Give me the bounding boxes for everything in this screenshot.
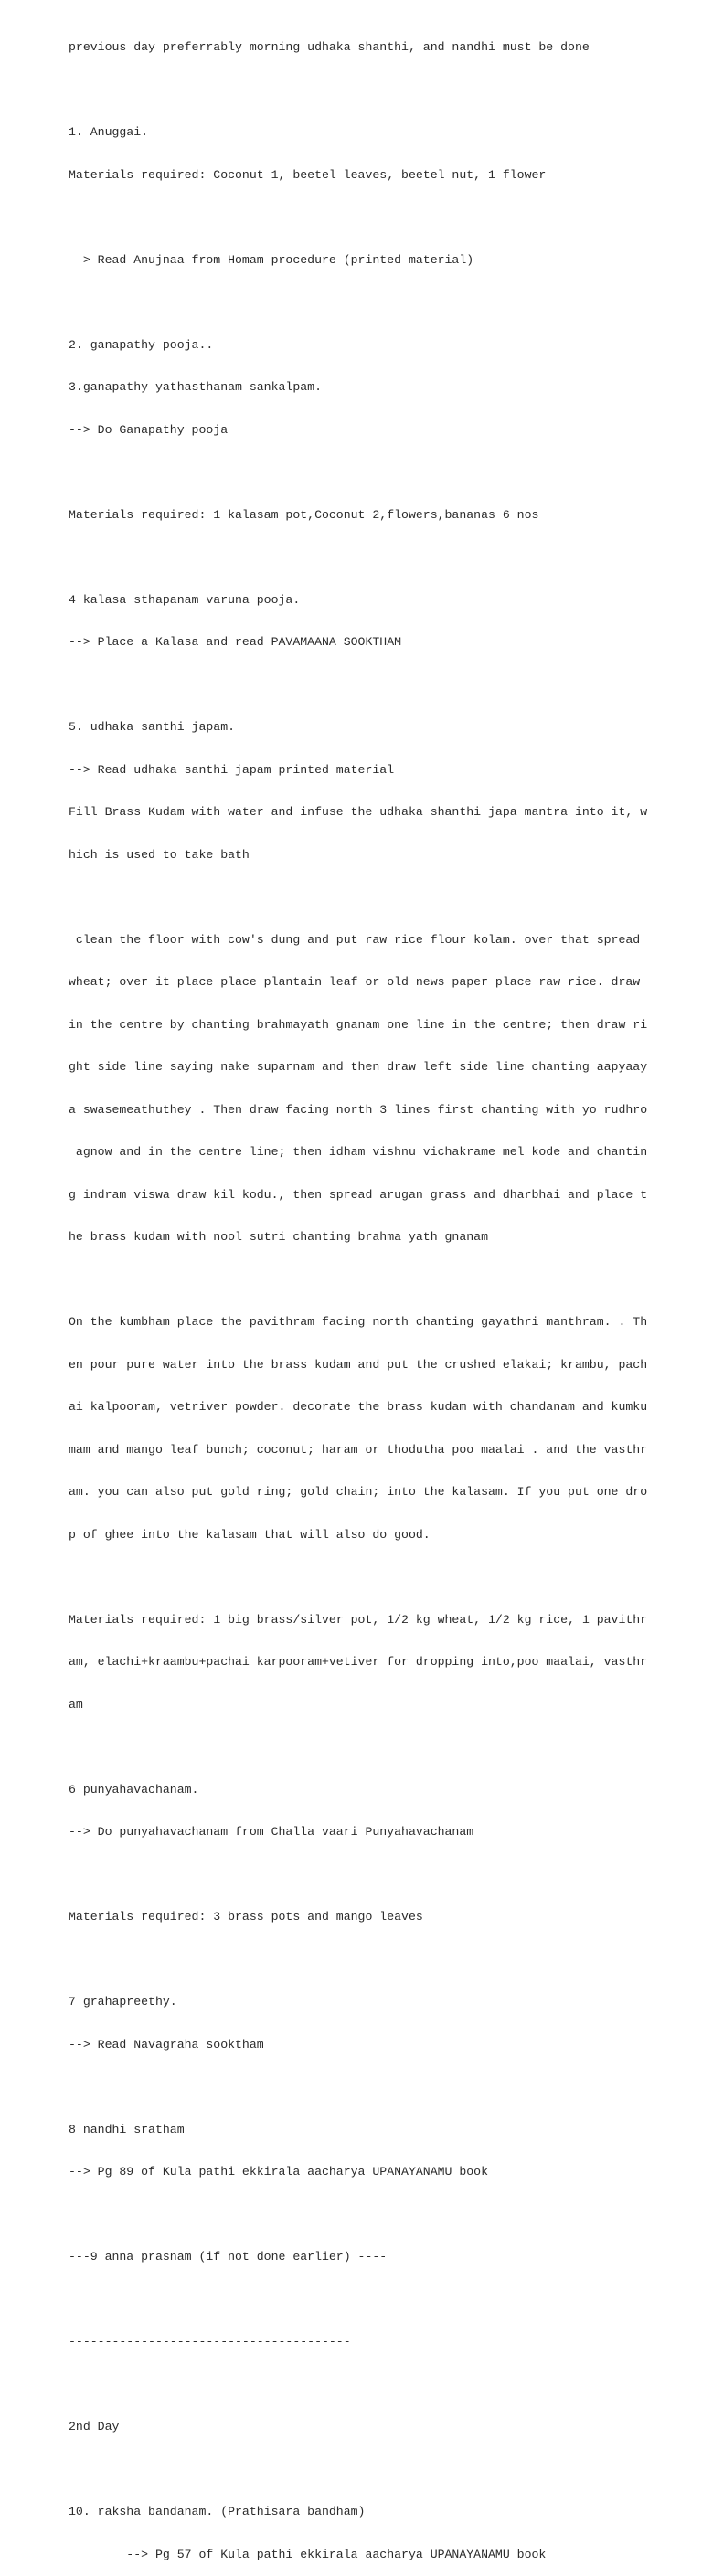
materials-line: Materials required: Coconut 1, beetel leaves, beetel nut, 1 flower bbox=[69, 167, 547, 182]
blank-line bbox=[69, 1868, 654, 1882]
step-heading: ---9 anna prasnam (if not done earlier) ---- bbox=[69, 2250, 388, 2263]
materials-line: Materials required: 3 brass pots and mango leaves bbox=[69, 1910, 423, 1924]
step-heading: 6 punyahavachanam. bbox=[69, 1782, 199, 1797]
blank-line bbox=[69, 2080, 654, 2094]
paragraph-line: a swasemeathuthey . Then draw facing north 3 lines first chanting with yo rudhro bbox=[69, 1102, 648, 1117]
step-heading: 10. raksha bandanam. (Prathisara bandham) bbox=[69, 2505, 366, 2518]
paragraph-line: hich is used to take bath bbox=[69, 847, 250, 862]
step-heading: 4 kalasa sthapanam varuna pooja. bbox=[69, 592, 301, 607]
paragraph-line: agnow and in the centre line; then idham vishnu vichakrame mel kode and chantin bbox=[69, 1145, 648, 1159]
blank-line bbox=[69, 550, 654, 565]
instruction-line: --> Place a Kalasa and read PAVAMAANA SOOKTHAM bbox=[69, 635, 402, 649]
instruction-line: --> Do Ganapathy pooja bbox=[69, 422, 229, 437]
separator-line: --------------------------------------- bbox=[69, 2335, 351, 2348]
step-heading: 2. ganapathy pooja.. bbox=[69, 337, 214, 352]
materials-line: am bbox=[69, 1697, 83, 1712]
paragraph-line: ght side line saying nake suparnam and then draw left side line chanting aapyaay bbox=[69, 1060, 648, 1074]
paragraph-line: in the centre by chanting brahmayath gnanam one line in the centre; then draw ri bbox=[69, 1017, 648, 1032]
instruction-line: --> Do punyahavachanam from Challa vaari Punyahavachanam bbox=[69, 1825, 474, 1839]
step-heading: 7 grahapreethy. bbox=[69, 1995, 177, 2009]
blank-line bbox=[69, 2378, 654, 2392]
blank-line bbox=[69, 2293, 654, 2307]
blank-line bbox=[69, 1740, 654, 1754]
step-heading: 5. udhaka santhi japam. bbox=[69, 720, 236, 734]
paragraph-line: On the kumbham place the pavithram facing north chanting gayathri manthram. . Th bbox=[69, 1315, 648, 1329]
blank-line bbox=[69, 83, 654, 98]
blank-line bbox=[69, 465, 654, 480]
paragraph-line: en pour pure water into the brass kudam and put the crushed elakai; krambu, pach bbox=[69, 1357, 648, 1372]
paragraph-line: p of ghee into the kalasam that will also do good. bbox=[69, 1527, 431, 1542]
blank-line bbox=[69, 295, 654, 310]
instruction-line: --> Pg 89 of Kula pathi ekkirala aacharya UPANAYANAMU book bbox=[69, 2165, 488, 2178]
blank-line bbox=[69, 1953, 654, 1967]
section-heading: 2nd Day bbox=[69, 2420, 120, 2433]
paragraph-line: Fill Brass Kudam with water and infuse the udhaka shanthi japa mantra into it, w bbox=[69, 805, 648, 819]
blank-line bbox=[69, 210, 654, 225]
step-heading: 1. Anuggai. bbox=[69, 125, 149, 139]
instruction-line: --> Read Navagraha sooktham bbox=[69, 2037, 264, 2051]
paragraph-line: clean the floor with cow's dung and put raw rice flour kolam. over that spread bbox=[69, 932, 641, 947]
instruction-line: --> Read udhaka santhi japam printed material bbox=[69, 762, 395, 777]
text-line: previous day preferrably morning udhaka shanthi, and nandhi must be done bbox=[69, 40, 590, 54]
materials-line: Materials required: 1 big brass/silver pot, 1/2 kg wheat, 1/2 kg rice, 1 pavithr bbox=[69, 1612, 648, 1627]
blank-line bbox=[69, 678, 654, 693]
step-heading: 8 nandhi sratham bbox=[69, 2122, 185, 2136]
instruction-line: --> Pg 57 of Kula pathi ekkirala aacharya UPANAYANAMU book bbox=[69, 2547, 547, 2561]
materials-line: am, elachi+kraambu+pachai karpooram+vetiver for dropping into,poo maalai, vasthr bbox=[69, 1655, 648, 1669]
paragraph-line: wheat; over it place place plantain leaf or old news paper place raw rice. draw bbox=[69, 975, 641, 989]
materials-line: Materials required: 1 kalasam pot,Coconut 2,flowers,bananas 6 nos bbox=[69, 507, 539, 522]
blank-line bbox=[69, 2463, 654, 2477]
step-heading: 3.ganapathy yathasthanam sankalpam. bbox=[69, 380, 322, 394]
paragraph-line: he brass kudam with nool sutri chanting brahma yath gnanam bbox=[69, 1230, 488, 1244]
paragraph-line: g indram viswa draw kil kodu., then spread arugan grass and dharbhai and place t bbox=[69, 1187, 648, 1202]
paragraph-line: mam and mango leaf bunch; coconut; haram or thodutha poo maalai . and the vasthr bbox=[69, 1442, 648, 1457]
blank-line bbox=[69, 1273, 654, 1288]
blank-line bbox=[69, 1570, 654, 1585]
instruction-line: --> Read Anujnaa from Homam procedure (printed material) bbox=[69, 252, 474, 267]
document-body bbox=[69, 12, 654, 2576]
paragraph-line: ai kalpooram, vetriver powder. decorate the brass kudam with chandanam and kumku bbox=[69, 1400, 648, 1414]
blank-line bbox=[69, 890, 654, 905]
paragraph-line: am. you can also put gold ring; gold chain; into the kalasam. If you put one dro bbox=[69, 1485, 648, 1499]
blank-line bbox=[69, 2208, 654, 2222]
